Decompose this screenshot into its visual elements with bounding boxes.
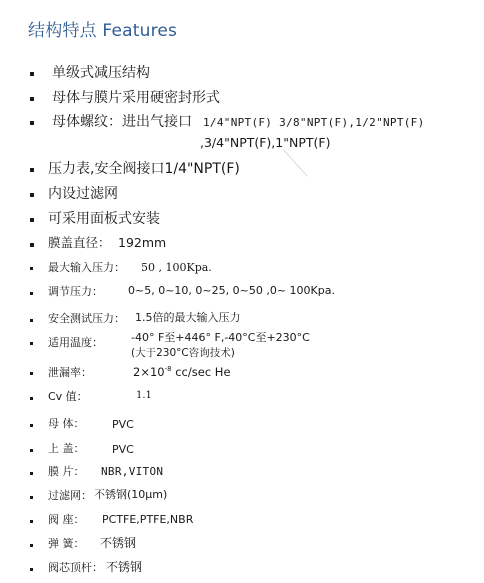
bullet-icon [30,72,34,76]
bullet-icon [30,121,34,125]
leak-rate-unit: cc/sec He [171,364,231,379]
material-value: PCTFE,PTFE,NBR [102,513,194,526]
material-label: 弹 簧： [48,537,85,550]
material-value: 不锈钢 [100,536,137,550]
leak-rate-exponent: -8 [164,365,172,373]
spec-value: 1.1 [136,390,152,401]
feature-item: 压力表,安全阀接口1/4"NPT(F) [48,161,240,177]
bullet-icon [30,97,34,101]
feature-item: 母体螺纹：进出气接口 [52,114,192,130]
feature-item: 母体与膜片采用硬密封形式 [52,90,220,106]
bullet-icon [30,193,34,197]
material-value: PVC [112,418,134,431]
diaphragm-label: 膜盖直径： [48,235,111,250]
bullet-icon [30,449,33,452]
bullet-icon [30,568,33,571]
bullet-icon [30,267,33,270]
bullet-icon [30,544,33,547]
feature-item: 可采用面板式安装 [48,211,160,227]
spec-value [133,366,231,378]
spec-label: Cv 值： [48,390,88,403]
page-title: 结构特点 Features [28,21,178,41]
material-label: 过滤网： [48,489,92,502]
material-label: 阀 座： [48,513,85,526]
feature-item: 内设过滤网 [48,186,118,202]
bullet-icon [30,424,33,427]
spec-label: 安全测试压力： [48,312,125,325]
spec-value: -40° F至+446° F,-40°C至+230°C [131,331,310,344]
bullet-icon [30,496,33,499]
bullet-icon [30,472,33,475]
material-value: NBR,VITON [101,465,164,478]
bullet-icon [30,397,33,400]
material-value: 不锈钢 [106,560,143,574]
material-value: PVC [112,443,134,456]
spec-label: 适用温度： [48,336,103,349]
material-label: 膜 片： [48,465,85,478]
material-label: 阀芯顶杆： [48,561,103,574]
bullet-icon [30,319,33,322]
spec-label: 最大输入压力： [48,261,125,274]
spec-value: 50 , 100Kpa. [141,261,212,274]
leak-rate-base: 2×10 [133,364,165,379]
bullet-icon [30,218,34,222]
bullet-icon [30,243,34,247]
material-label: 上 盖： [48,442,85,455]
divider-stroke [283,149,308,176]
bullet-icon [30,168,34,172]
spec-label: 泄漏率： [48,366,92,379]
thread-spec-line2: ,3/4"NPT(F),1"NPT(F) [200,135,331,150]
bullet-icon [30,342,33,345]
spec-value: 0~5, 0~10, 0~25, 0~50 ,0~ 100Kpa. [128,284,335,297]
spec-value: 1.5倍的最大输入压力 [135,311,241,324]
bullet-icon [30,520,33,523]
material-value: 不锈钢(10μm) [94,488,168,501]
diaphragm-value: 192mm [118,235,167,250]
material-label: 母 体： [48,417,85,430]
thread-spec-line1: 1/4"NPT(F) 3/8"NPT(F),1/2"NPT(F) [203,116,425,129]
spec-value-note: (大于230°C咨询技术) [131,347,235,359]
bullet-icon [30,372,33,375]
feature-item: 单级式减压结构 [52,65,150,81]
spec-label: 调节压力： [48,285,103,298]
bullet-icon [30,292,33,295]
